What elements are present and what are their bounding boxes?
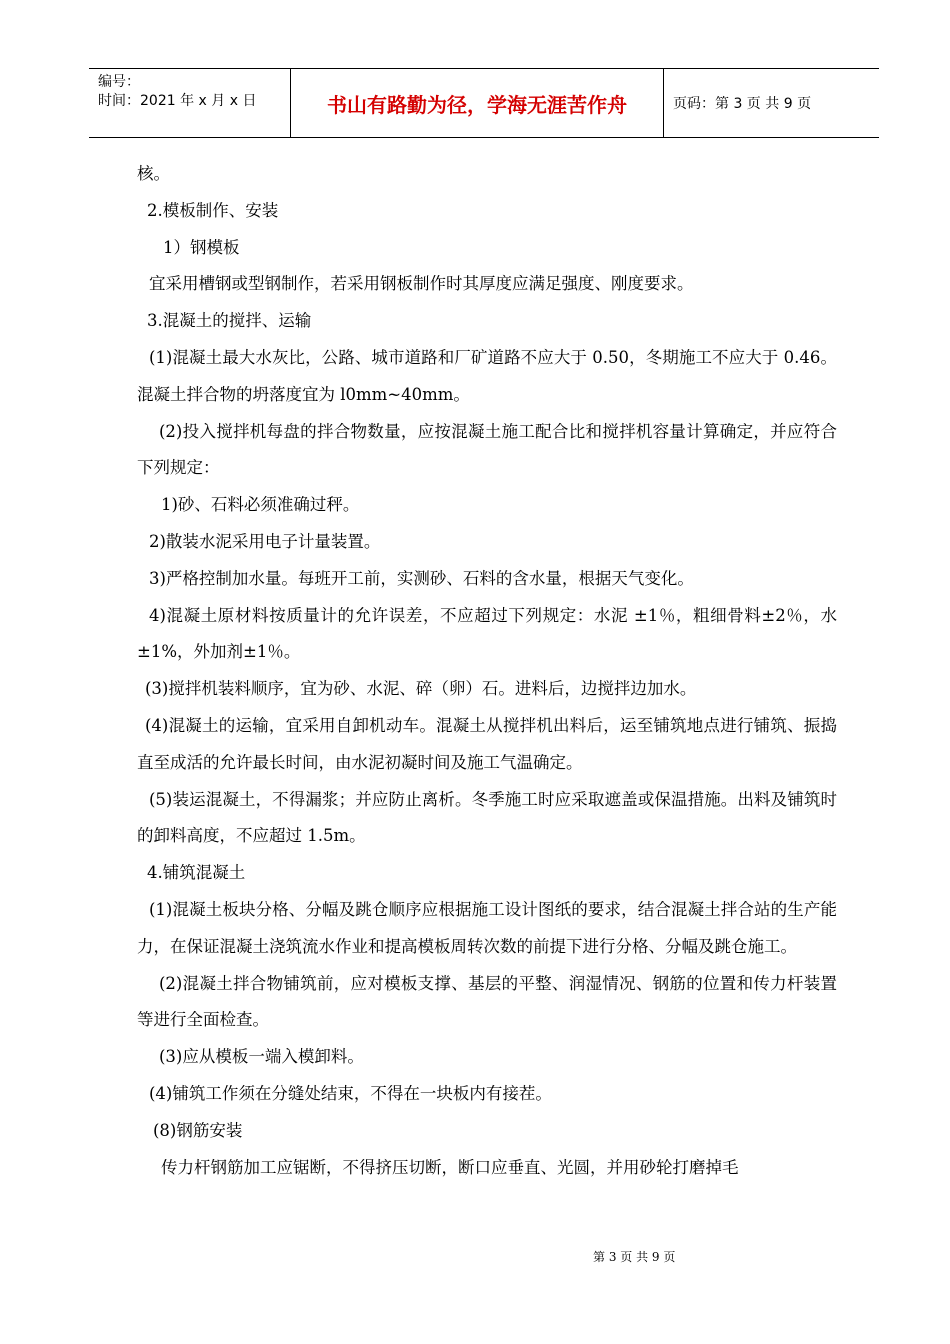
footer-page-number: 第 3 页 共 9 页 (593, 1250, 676, 1264)
paragraph: (1)混凝土最大水灰比，公路、城市道路和厂矿道路不应大于 0.50，冬期施工不应大于 0.46。混凝土拌合物的坍落度宜为 l0mm~40mm。 (137, 347, 837, 404)
paragraph: 传力杆钢筋加工应锯断，不得挤压切断，断口应垂直、光圆，并用砂轮打磨掉毛 (161, 1157, 739, 1177)
paragraph: (2)投入搅拌机每盘的拌合物数量，应按混凝土施工配合比和搅拌机容量计算确定，并应符合下列规定： (137, 421, 837, 478)
header-meta (89, 69, 290, 137)
paragraph: (3)应从模板一端入模卸料。 (159, 1047, 364, 1067)
paragraph: (2)混凝土拌合物铺筑前，应对模板支撑、基层的平整、润湿情况、钢筋的位置和传力杆装置等进行全面检查。 (137, 973, 837, 1030)
paragraph: (4)铺筑工作须在分缝处结束，不得在一块板内有接茬。 (149, 1083, 552, 1103)
document-body (137, 156, 837, 1186)
header-motto: 书山有路勤为径，学海无涯苦作舟 (290, 69, 664, 137)
paragraph: 1）钢模板 (163, 237, 240, 257)
paragraph: 4)混凝土原材料按质量计的允许误差，不应超过下列规定：水泥 ±1％，粗细骨料±2％，水±1%，外加剂±1％。 (137, 605, 837, 662)
page-label: 页码：第 3 页 共 9 页 (673, 96, 812, 112)
paragraph: 1)砂、石料必须准确过秤。 (161, 495, 360, 515)
paragraph: 2.模板制作、安装 (147, 200, 279, 220)
paragraph: 2)散装水泥采用电子计量装置。 (149, 531, 381, 551)
page-header (89, 68, 879, 138)
paragraph: 核。 (137, 164, 170, 183)
paragraph: 4.铺筑混凝土 (147, 863, 246, 883)
header-page (664, 69, 879, 137)
paragraph: 宜采用槽钢或型钢制作，若采用钢板制作时其厚度应满足强度、刚度要求。 (149, 274, 694, 294)
paragraph: 3)严格控制加水量。每班开工前，实测砂、石料的含水量，根据天气变化。 (149, 568, 694, 588)
paragraph: (5)装运混凝土，不得漏浆；并应防止离析。冬季施工时应采取遮盖或保温措施。出料及铺筑时的卸料高度，不应超过 1.5m。 (137, 789, 837, 846)
paragraph: (8)钢筋安装 (153, 1120, 243, 1140)
paragraph: (1)混凝土板块分格、分幅及跳仓顺序应根据施工设计图纸的要求，结合混凝土拌合站的生产能力，在保证混凝土浇筑流水作业和提高模板周转次数的前提下进行分格、分幅及跳仓施工。 (137, 899, 837, 956)
number-label: 编号： (98, 74, 140, 90)
paragraph: (4)混凝土的运输，宜采用自卸机动车。混凝土从搅拌机出料后，运至铺筑地点进行铺筑、振捣直至成活的允许最长时间，由水泥初凝时间及施工气温确定。 (137, 715, 837, 772)
paragraph: 3.混凝土的搅拌、运输 (147, 311, 312, 331)
time-label: 时间：2021 年 x 月 x 日 (98, 93, 257, 109)
paragraph: (3)搅拌机装料顺序，宜为砂、水泥、碎（卵）石。进料后，边搅拌边加水。 (145, 679, 697, 699)
